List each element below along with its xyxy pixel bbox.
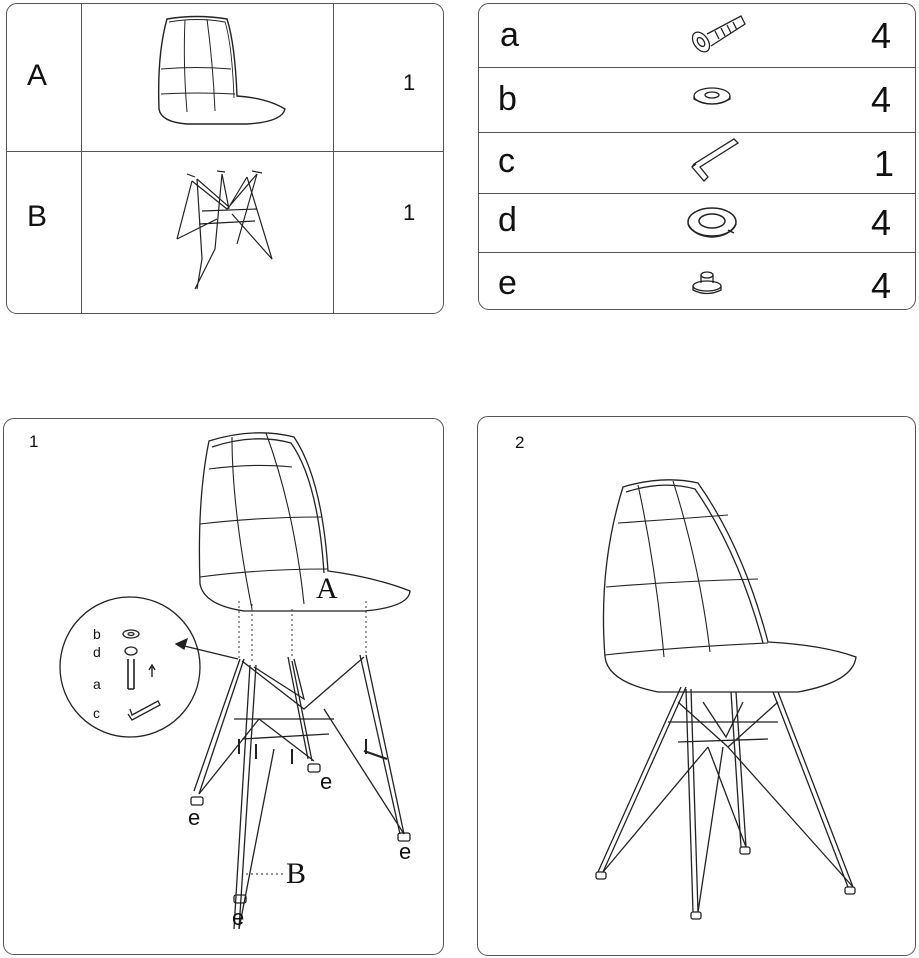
hardware-qty-d: 4 [871, 202, 892, 243]
step-2-panel [477, 416, 916, 956]
chair-seat-icon [157, 14, 297, 129]
foot-label-2: e [320, 769, 333, 794]
chair-base-icon [167, 169, 287, 294]
spring-washer-icon [684, 202, 740, 242]
seat-part-label: A [316, 572, 338, 605]
hardware-letter-e: e [498, 264, 517, 302]
foot-cap-icon [689, 269, 725, 297]
foot-label-1: e [188, 805, 201, 830]
chair-assembly-diagram [4, 419, 444, 955]
hardware-letter-b: b [498, 80, 517, 118]
foot-label-4: e [232, 905, 245, 930]
flat-washer-icon [692, 84, 732, 110]
detail-label-c: c [93, 705, 100, 721]
base-part-label: B [286, 857, 307, 890]
hardware-qty-a: 4 [871, 15, 892, 56]
assembled-chair-icon [478, 417, 916, 956]
step-1-panel [3, 418, 444, 955]
hardware-qty-c: 1 [874, 143, 895, 184]
hardware-qty-b: 4 [871, 79, 892, 120]
detail-label-d: d [93, 644, 101, 660]
part-letter-b: B [27, 200, 48, 233]
allen-key-icon [684, 137, 744, 187]
detail-label-b: b [93, 626, 101, 642]
part-letter-a: A [27, 59, 48, 92]
hardware-letter-d: d [498, 201, 517, 239]
hardware-list-panel [478, 3, 916, 310]
part-qty-b: 1 [403, 200, 416, 225]
part-qty-a: 1 [403, 70, 416, 95]
hardware-letter-a: a [500, 16, 519, 54]
step-number: 1 [29, 432, 39, 451]
detail-label-a: a [93, 676, 101, 692]
hardware-qty-e: 4 [871, 265, 892, 306]
hardware-letter-c: c [498, 142, 515, 180]
foot-label-3: e [399, 839, 412, 864]
bolt-icon [689, 12, 749, 57]
step-number: 2 [515, 433, 525, 452]
parts-list-panel [6, 3, 444, 314]
